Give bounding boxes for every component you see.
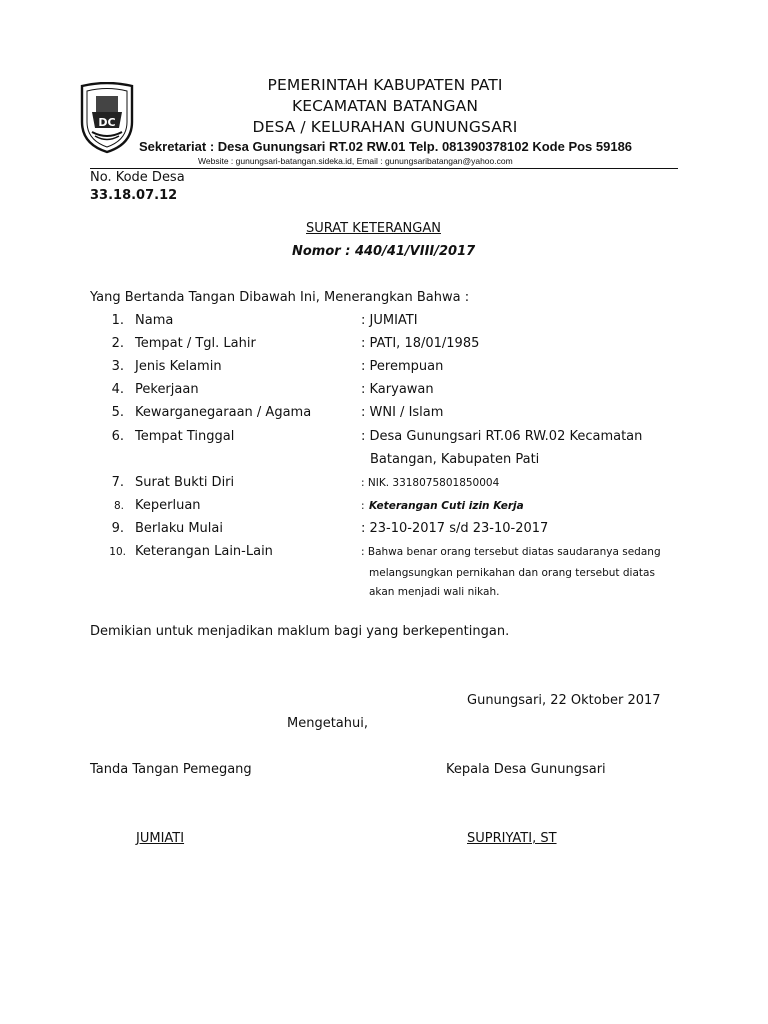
item-number: 9. [111,521,124,536]
signatory-right-title: Kepala Desa Gunungsari [446,762,606,777]
header-line-2: KECAMATAN BATANGAN [291,97,479,115]
item-number: 6. [111,429,124,444]
item-label: Tempat / Tgl. Lahir [135,336,256,351]
kabupaten-pati-logo [78,82,136,154]
kode-desa-label: No. Kode Desa [90,170,185,185]
svg-text:DC: DC [98,116,116,129]
item-label: Kewarganegaraan / Agama [135,405,312,420]
header-website: Website : gunungsari-batangan.sideka.id, Email : gunungsaribatangan@yahoo.com [198,156,513,166]
item-value: : PATI, 18/01/1985 [361,336,480,351]
item-label: Pekerjaan [135,382,199,397]
item-number: 7. [111,475,124,490]
header-line-3: DESA / KELURAHAN GUNUNGSARI [252,118,518,136]
item-value: : Bahwa benar orang tersebut diatas saudaranya sedang [361,546,661,558]
signatory-left-name: JUMIATI [136,831,185,846]
item-number: 3. [111,359,124,374]
closing-text: Demikian untuk menjadikan maklum bagi yang berkepentingan. [90,624,510,639]
item-label: Keterangan Lain-Lain [135,544,273,559]
item-label: Surat Bukti Diri [135,475,235,490]
item-value: : Desa Gunungsari RT.06 RW.02 Kecamatan [361,429,643,444]
item-value: : WNI / Islam [361,405,444,420]
item-value-continued: akan menjadi wali nikah. [369,586,500,598]
header-line-1: PEMERINTAH KABUPATEN PATI [267,76,503,94]
mengetahui-label: Mengetahui, [287,716,368,731]
item-number: 10. [109,546,126,558]
signatory-left-title: Tanda Tangan Pemegang [90,762,252,777]
item-value-continued: melangsungkan pernikahan dan orang tersebut diatas [369,567,655,579]
header-divider [90,168,678,169]
item-value: : Karyawan [361,382,434,397]
place-date: Gunungsari, 22 Oktober 2017 [467,693,661,708]
item-value: : 23-10-2017 s/d 23-10-2017 [361,521,549,536]
item-label: Berlaku Mulai [135,521,223,536]
item-value: : Perempuan [361,359,444,374]
item-number: 4. [111,382,124,397]
signatory-right-name: SUPRIYATI, ST [467,831,557,846]
item-value-colon: : [361,500,365,512]
item-label: Tempat Tinggal [135,429,235,444]
header-address: Sekretariat : Desa Gunungsari RT.02 RW.01 Telp. 081390378102 Kode Pos 59186 [139,139,633,154]
kode-desa-value: 33.18.07.12 [90,188,178,203]
item-number: 8. [113,500,124,512]
document-title: SURAT KETERANGAN [306,221,441,236]
item-label: Keperluan [135,498,201,513]
intro-text: Yang Bertanda Tangan Dibawah Ini, Menerangkan Bahwa : [90,290,470,305]
item-number: 2. [111,336,124,351]
item-value: : NIK. 3318075801850004 [361,477,500,489]
item-number: 1. [111,313,124,328]
item-value-continued: Batangan, Kabupaten Pati [370,452,540,467]
item-label: Jenis Kelamin [135,359,222,374]
document-number: Nomor : 440/41/VIII/2017 [292,244,476,259]
item-number: 5. [111,405,124,420]
item-value: Keterangan Cuti izin Kerja [369,500,524,512]
item-value: : JUMIATI [361,313,418,328]
item-label: Nama [135,313,174,328]
